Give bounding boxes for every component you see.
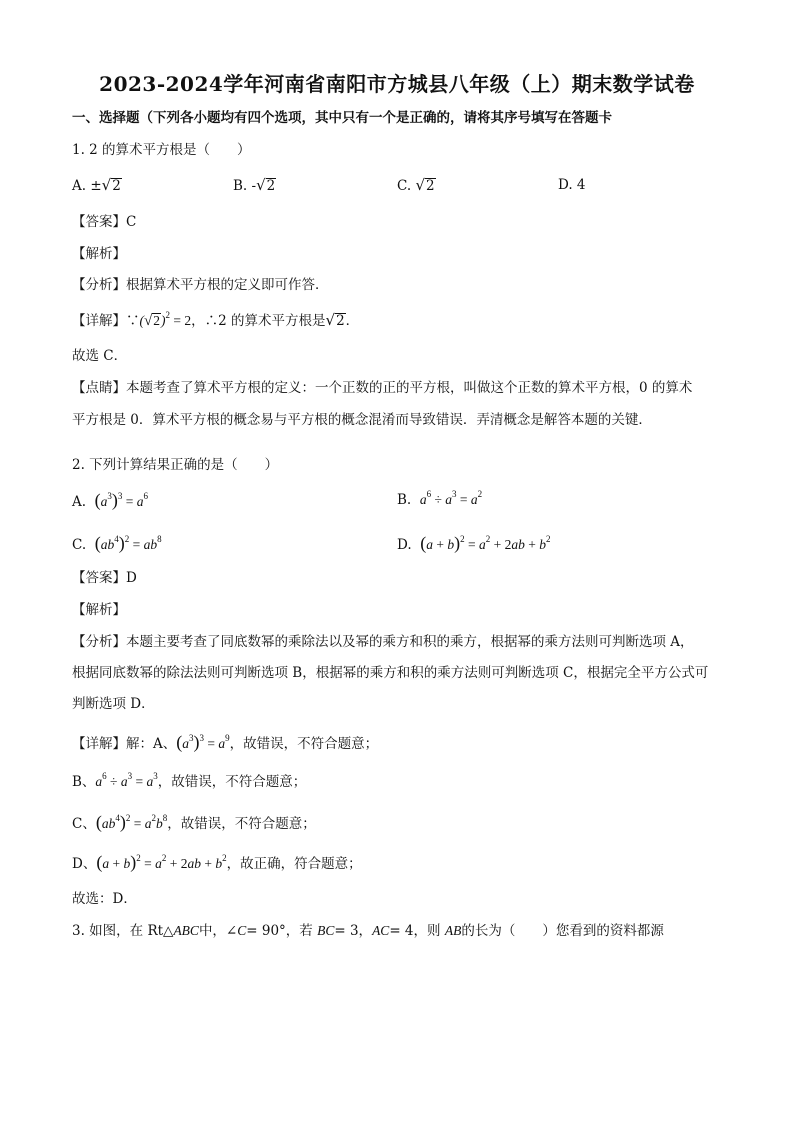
section-heading: 一、选择题（下列各小题均有四个选项，其中只有一个是正确的，请将其序号填写在答题卡 (72, 110, 612, 126)
q2-detail-c: C、$(ab^4)^2 = a^2b^8$，故错误，不符合题意； (72, 812, 316, 832)
q1-option-b: B. -√2 (233, 176, 276, 194)
q2-option-b: B. $a^6 \div a^3 = a^2$ (397, 489, 483, 508)
q2-fenxi-line1: 【分析】本题主要考查了同底数幂的乘除法以及幂的乘方和积的乘方，根据幂的乘方法则可判断选项 A， (72, 634, 694, 650)
q1-option-d: D. 4 (558, 177, 586, 193)
q1-choose: 故选 C． (72, 348, 128, 364)
q2-analysis-label: 【解析】 (72, 602, 126, 618)
q1-dianjing-line2: 平方根是 0．算术平方根的概念易与平方根的概念混淆而导致错误．弄清概念是解答本题的关键． (72, 412, 652, 428)
q1-option-a: A. ±√2 (72, 176, 121, 194)
q2-fenxi-line2: 根据同底数幂的除法法则可判断选项 B，根据幂的乘方和积的乘方法则可判断选项 C，根据完全平方公式可 (72, 665, 709, 681)
q2-answer: 【答案】D (72, 570, 137, 586)
q3-stem: 3. 如图，在 Rt△ABC中，∠C= 90°，若 BC= 3，AC= 4，则 AB的长为（ ）您看到的资料都源 (72, 923, 664, 939)
q2-detail-b: B、$a^6 \div a^3 = a^3$，故错误，不符合题意； (72, 771, 307, 790)
q2-choose: 故选：D． (72, 891, 137, 907)
q2-option-a: A. $(a^3)^3 = a^6$ (72, 490, 149, 510)
q2-option-d: D. $(a + b)^2 = a^2 + 2ab + b^2$ (397, 533, 551, 553)
watermark-text: 您看到的资料都源 (555, 923, 664, 939)
q2-stem: 2. 下列计算结果正确的是（ ） (72, 457, 279, 473)
q2-detail-a: 【详解】解：A、$(a^3)^3 = a^9$，故错误，不符合题意； (72, 732, 379, 752)
q2-fenxi-line3: 判断选项 D． (72, 696, 155, 712)
q2-option-c: C. $(ab^4)^2 = ab^8$ (72, 533, 162, 553)
q1-dianjing-line1: 【点睛】本题考查了算术平方根的定义：一个正数的正的平方根，叫做这个正数的算术平方根，0 的算术 (72, 380, 693, 396)
q1-fenxi: 【分析】根据算术平方根的定义即可作答． (72, 277, 329, 293)
exam-title: 2023-2024学年河南省南阳市方城县八年级（上）期末数学试卷 (99, 72, 695, 96)
q1-answer: 【答案】C (72, 214, 137, 230)
q1-stem: 1. 2 的算术平方根是（ ） (72, 142, 251, 158)
q2-detail-d: D、$(a + b)^2 = a^2 + 2ab + b^2$，故正确，符合题意； (72, 852, 362, 872)
q1-detail: 【详解】$\because(√2)^2 = 2$，∴2 的算术平方根是√2． (72, 310, 360, 329)
q1-analysis-label: 【解析】 (72, 246, 126, 262)
q1-option-c: C. √2 (397, 176, 435, 194)
